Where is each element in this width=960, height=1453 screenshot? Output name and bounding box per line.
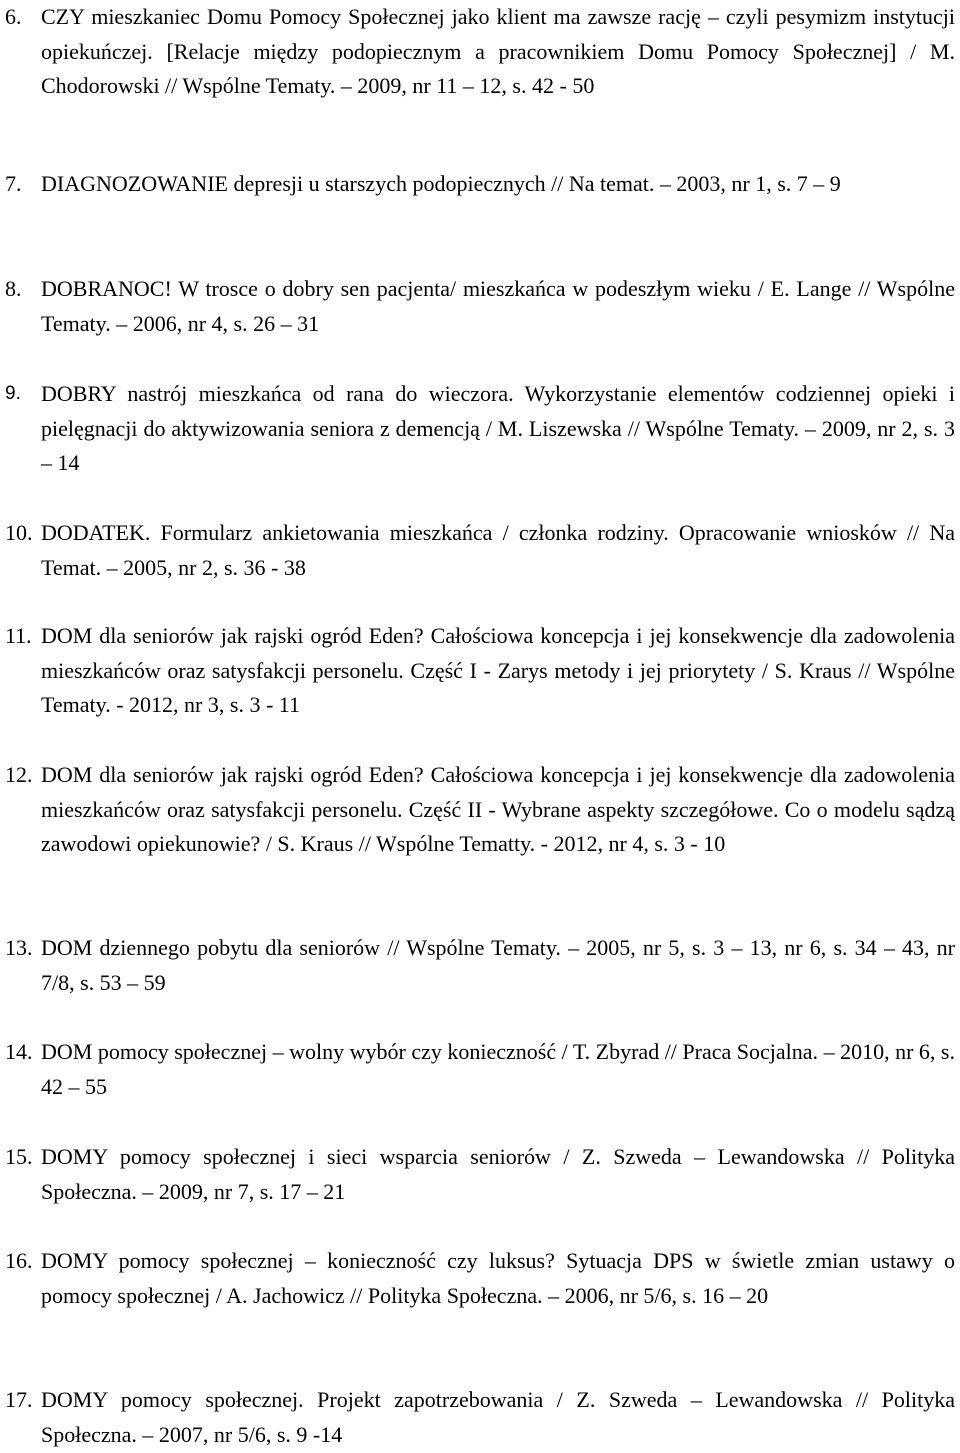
entry-number: 16. xyxy=(5,1248,33,1273)
entry-text: DIAGNOZOWANIE depresji u starszych podopiecznych // Na temat. – 2003, nr 1, s. 7 – 9 xyxy=(41,171,841,196)
entry-number: 9. xyxy=(5,383,21,404)
entry-number: 17. xyxy=(5,1387,33,1412)
entry-number: 6. xyxy=(5,4,22,29)
entry-text: DOMY pomocy społecznej. Projekt zapotrzebowania / Z. Szweda – Lewandowska // Polityka Społeczna. – 2007, nr 5/6, s. 9 -14 xyxy=(41,1387,955,1447)
entry-number: 12. xyxy=(5,762,33,787)
entry-number: 13. xyxy=(5,935,33,960)
entry-number: 15. xyxy=(5,1144,33,1169)
entry-text: CZY mieszkaniec Domu Pomocy Społecznej jako klient ma zawsze rację – czyli pesymizm instytucji opiekuńczej. [Relacje między podopiecznym a pracownikiem Domu Pomocy Społecznej] / M. Chodorowski // Wspólne Tematy. – 2009, nr 11 – 12, s. 42 - 50 xyxy=(41,4,955,99)
entry-text: DOM pomocy społecznej – wolny wybór czy konieczność / T. Zbyrad // Praca Socjalna. – 2010, nr 6, s. 42 – 55 xyxy=(41,1039,955,1099)
entry-text: DODATEK. Formularz ankietowania mieszkańca / członka rodziny. Opracowanie wniosków // Na Temat. – 2005, nr 2, s. 36 - 38 xyxy=(41,520,955,580)
entry-number: 14. xyxy=(5,1039,33,1064)
entry-text: DOMY pomocy społecznej i sieci wsparcia seniorów / Z. Szweda – Lewandowska // Polityka Społeczna. – 2009, nr 7, s. 17 – 21 xyxy=(41,1144,955,1204)
entry-number: 8. xyxy=(5,276,22,301)
entry-text: DOBRANOC! W trosce o dobry sen pacjenta/ mieszkańca w podeszłym wieku / E. Lange // Wspólne Tematy. – 2006, nr 4, s. 26 – 31 xyxy=(41,276,955,336)
entry-text: DOM dla seniorów jak rajski ogród Eden? Całościowa koncepcja i jej konsekwencje dla zadowolenia mieszkańców oraz satysfakcji personelu. Część I - Zarys metody i jej priorytety / S. Kraus // Wspólne Tematy. - 2012, nr 3, s. 3 - 11 xyxy=(41,623,955,718)
entry-text: DOM dziennego pobytu dla seniorów // Wspólne Tematy. – 2005, nr 5, s. 3 – 13, nr 6, s. 34 – 43, nr 7/8, s. 53 – 59 xyxy=(41,935,955,995)
entry-text: DOM dla seniorów jak rajski ogród Eden? Całościowa koncepcja i jej konsekwencje dla zadowolenia mieszkańców oraz satysfakcji personelu. Część II - Wybrane aspekty szczegółowe. Co o modelu sądzą zawodowi opiekunowie? / S. Kraus // Wspólne Tematty. - 2012, nr 4, s. 3 - 10 xyxy=(41,762,955,857)
entry-text: DOBRY nastrój mieszkańca od rana do wieczora. Wykorzystanie elementów codziennej opieki i pielęgnacji do aktywizowania seniora z demencją / M. Liszewska // Wspólne Tematy. – 2009, nr 2, s. 3 – 14 xyxy=(41,381,955,476)
entry-number: 11. xyxy=(5,623,32,648)
entry-number: 7. xyxy=(5,171,22,196)
entry-number: 10. xyxy=(5,520,33,545)
entry-text: DOMY pomocy społecznej – konieczność czy luksus? Sytuacja DPS w świetle zmian ustawy o pomocy społecznej / A. Jachowicz // Polityka Społeczna. – 2006, nr 5/6, s. 16 – 20 xyxy=(41,1248,955,1308)
